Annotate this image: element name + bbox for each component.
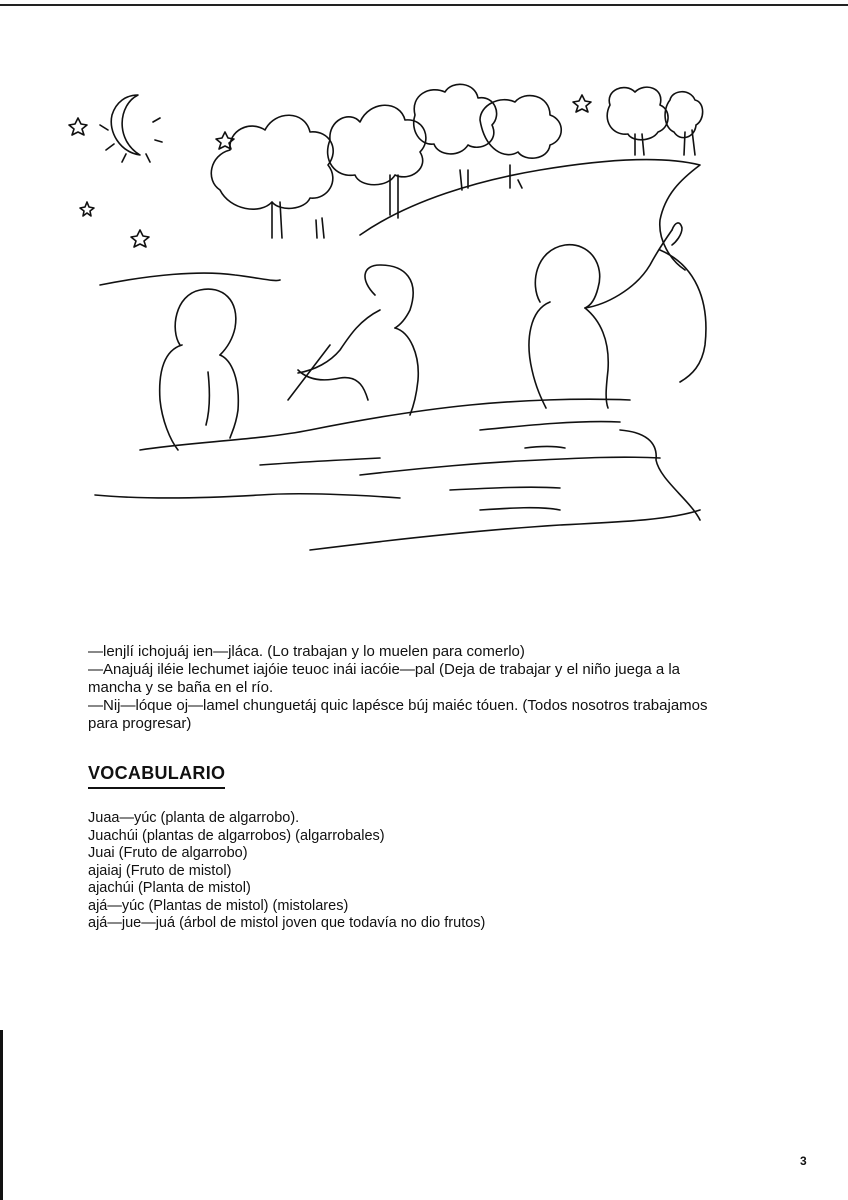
river-illustration — [60, 70, 760, 570]
left-edge-mark — [0, 1030, 3, 1200]
page-number: 3 — [800, 1154, 807, 1168]
vocabulary-list — [88, 810, 728, 933]
person-icon — [288, 265, 418, 415]
person-icon — [529, 223, 706, 408]
river-waves — [95, 399, 700, 550]
moon-icon — [100, 95, 162, 162]
vocabulary-item: Juachúi (plantas de algarrobos) (algarrobales) — [88, 827, 385, 844]
story-line: —lenjlí ichojuáj ien—jláca. (Lo trabajan y lo muelen para comerlo) — [88, 643, 525, 660]
story-line: —Anajuáj iléie lechumet iajóie teuoc inái iacóie—pal (Deja de trabajar y el niño juega a la mancha y se baña en el río. — [88, 661, 681, 696]
vocabulary-item: Juai (Fruto de algarrobo) — [88, 845, 248, 861]
vocabulary-item: ajachúi (Planta de mistol) — [88, 880, 251, 896]
vocabulary-item: ajá—yúc (Plantas de mistol) (mistolares) — [88, 897, 349, 914]
vocabulary-item: Juaa—yúc (planta de algarrobo). — [88, 810, 300, 826]
vocabulary-item: ajaiaj (Fruto de mistol) — [88, 862, 232, 879]
person-icon — [160, 289, 239, 450]
vocabulary-heading: VOCABULARIO — [88, 763, 225, 789]
top-border — [0, 0, 848, 6]
far-shore-line — [100, 273, 280, 285]
star-icon — [69, 95, 591, 247]
tree-icon — [211, 84, 702, 238]
story-text — [88, 643, 728, 733]
vocabulary-item: ajá—jue—juá (árbol de mistol joven que todavía no dio frutos) — [88, 915, 486, 931]
story-line: —Nij—lóque oj—lamel chunguetáj quic lapésce búj maiéc tóuen. (Todos nosotros trabajamos para progresar) — [88, 697, 708, 732]
